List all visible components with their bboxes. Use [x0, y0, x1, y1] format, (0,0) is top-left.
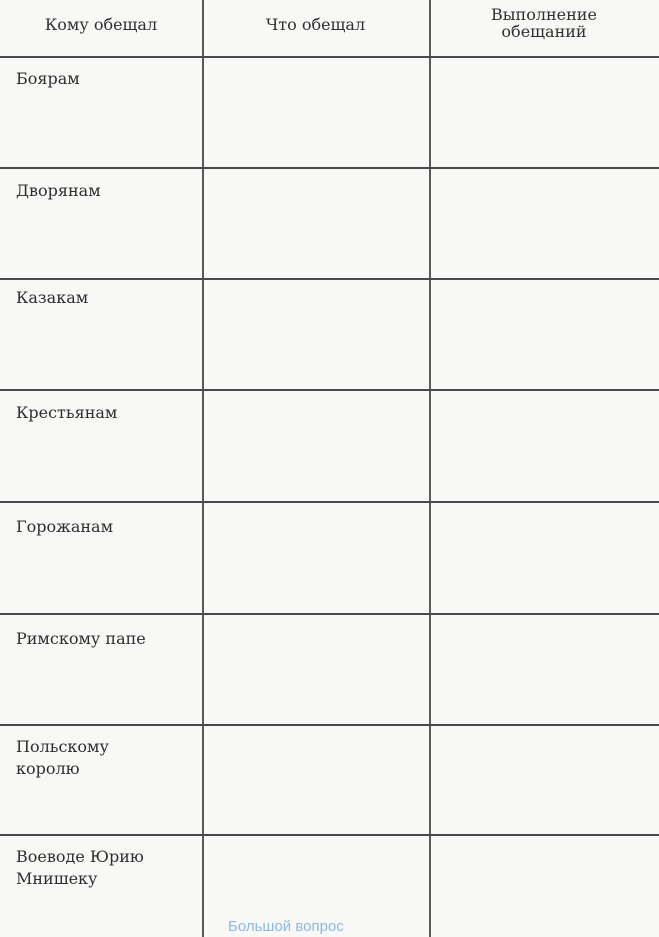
- row-label-voivode: [16, 846, 196, 890]
- header-fulfillment: [429, 6, 659, 40]
- row-label-pope: Римскому папе: [16, 629, 146, 648]
- header-fulfillment-line1: Выполнение: [491, 5, 597, 24]
- header-recipient: Кому обещал: [44, 15, 158, 34]
- answer-cell[interactable]: [204, 58, 428, 166]
- row-divider: [0, 724, 659, 726]
- answer-cell[interactable]: [431, 58, 658, 166]
- row-label-voivode-line2: Мнишеку: [16, 869, 98, 888]
- row-divider: [0, 167, 659, 169]
- row-label-nobles: Дворянам: [16, 181, 101, 200]
- row-divider: [0, 834, 659, 836]
- row-divider: [0, 278, 659, 280]
- watermark-text: Большой вопрос: [228, 918, 344, 935]
- row-label-boyars: Боярам: [16, 69, 80, 88]
- header-fulfillment-line2: обещаний: [501, 22, 587, 41]
- row-divider: [0, 389, 659, 391]
- row-label-polish-king: [16, 736, 196, 780]
- row-label-cossacks: Казакам: [16, 288, 89, 307]
- row-label-peasants: Крестьянам: [16, 403, 118, 422]
- row-label-townspeople: Горожанам: [16, 517, 114, 536]
- row-label-polish-king-line2: королю: [16, 759, 80, 778]
- row-label-polish-king-line1: Польскому: [16, 737, 109, 756]
- header-promise: Что обещал: [265, 15, 366, 34]
- row-label-voivode-line1: Воеводе Юрию: [16, 847, 144, 866]
- row-divider: [0, 613, 659, 615]
- row-divider: [0, 501, 659, 503]
